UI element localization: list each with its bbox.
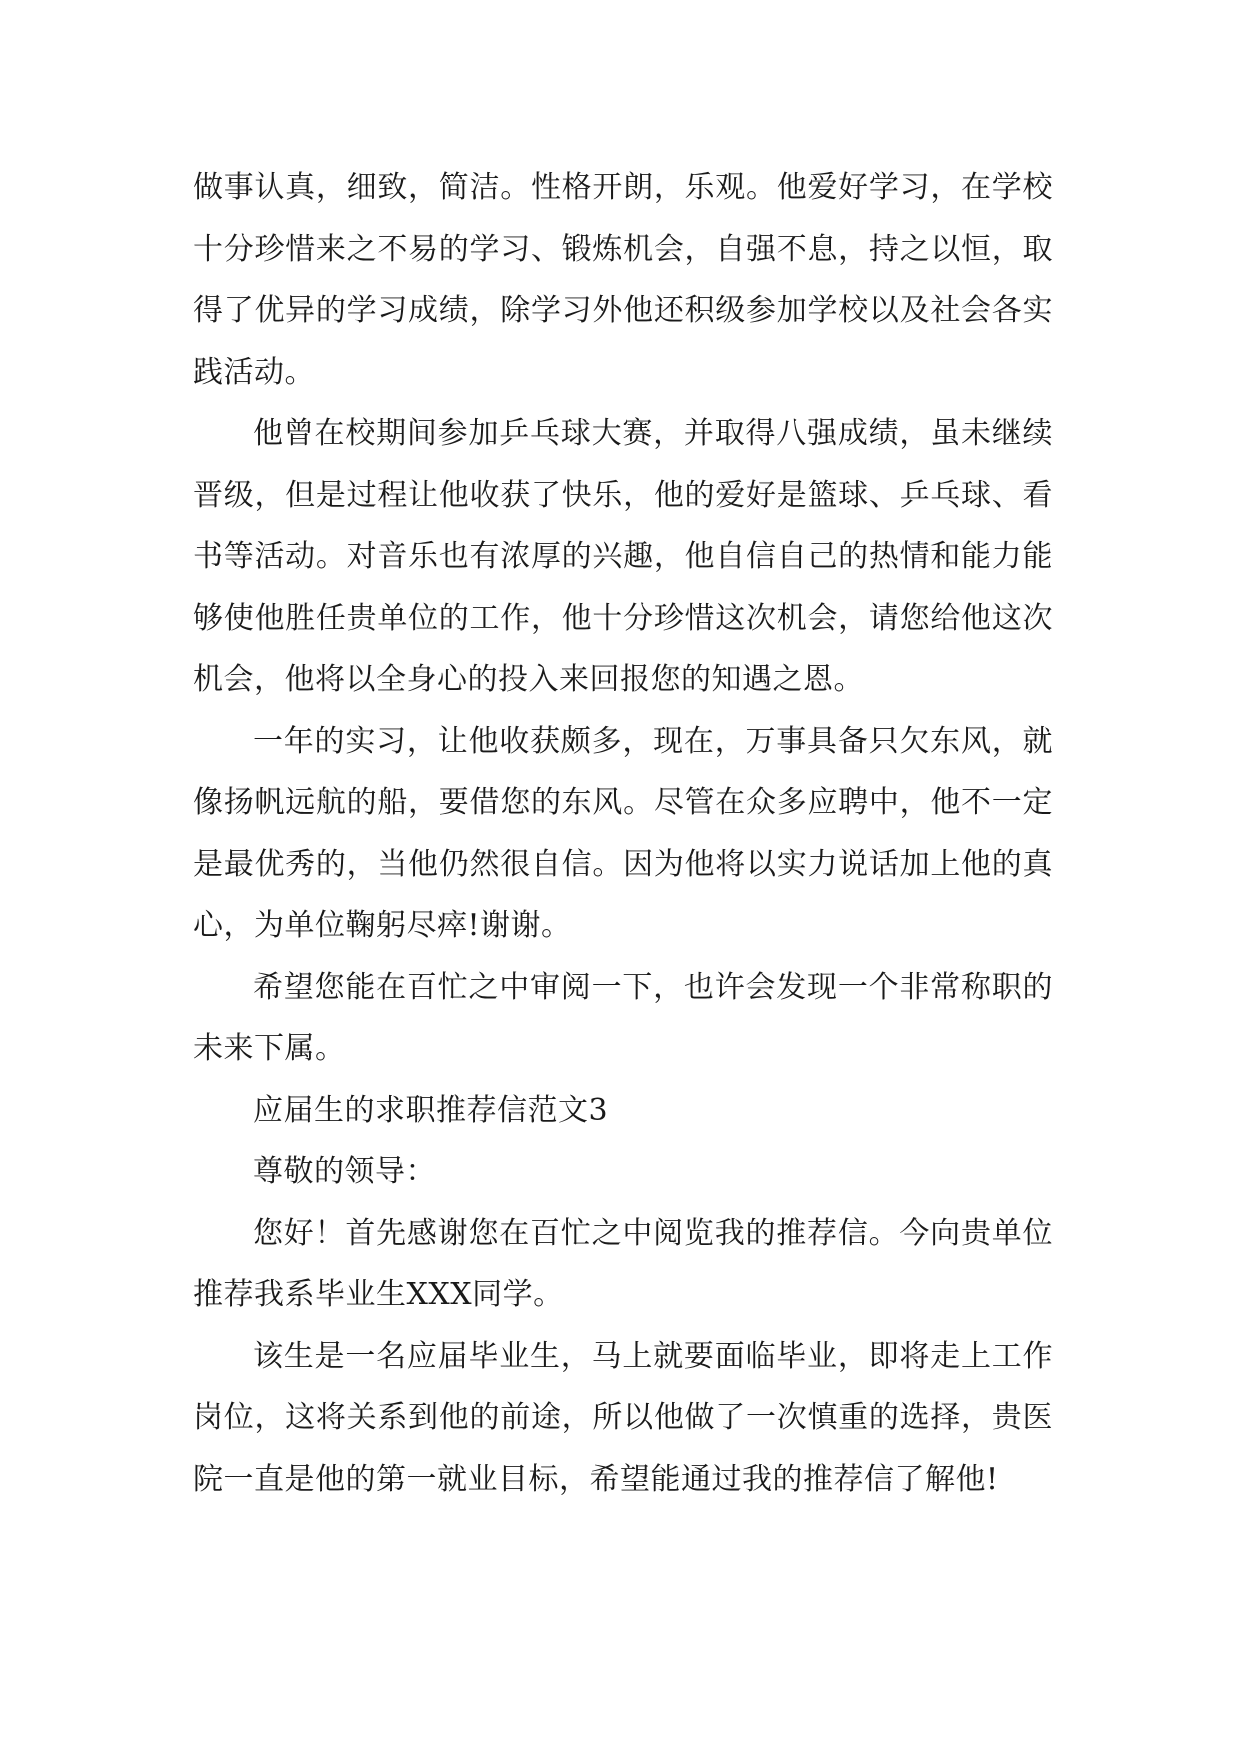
paragraph-student-intro: 该生是一名应届毕业生，马上就要面临毕业，即将走上工作岗位，这将关系到他的前途，所以他做了一次慎重的选择，贵医院一直是他的第一就业目标，希望能通过我的推荐信了解他! <box>193 1338 1053 1497</box>
paragraph-hope: 希望您能在百忙之中审阅一下，也许会发现一个非常称职的未来下属。 <box>193 969 1053 1066</box>
paragraph-intro-continuation: 做事认真，细致，简洁。性格开朗，乐观。他爱好学习，在学校十分珍惜来之不易的学习、锻炼机会，自强不息，持之以恒，取得了优异的学习成绩，除学习外他还积级参加学校以及社会各实践活动。 <box>193 170 1053 390</box>
salutation: 尊敬的领导： <box>253 1154 436 1189</box>
paragraph-activities: 他曾在校期间参加乒乓球大赛，并取得八强成绩，虽未继续晋级，但是过程让他收获了快乐，他的爱好是篮球、乒乓球、看书等活动。对音乐也有浓厚的兴趣，他自信自己的热情和能力能够使他胜任贵单位的工作，他十分珍惜这次机会，请您给他这次机会，他将以全身心的投入来回报您的知遇之恩。 <box>193 416 1053 697</box>
section-heading: 应届生的求职推荐信范文3 <box>253 1092 609 1128</box>
paragraph-greeting: 您好！首先感谢您在百忙之中阅览我的推荐信。今向贵单位推荐我系毕业生XXX同学。 <box>193 1215 1053 1312</box>
paragraph-internship: 一年的实习，让他收获颇多，现在，万事具备只欠东风，就像扬帆远航的船，要借您的东风。尽管在众多应聘中，他不一定是最优秀的，当他仍然很自信。因为他将以实力说话加上他的真心，为单位鞠躬尽瘁!谢谢。 <box>193 723 1053 943</box>
document-body <box>193 157 1053 1510</box>
